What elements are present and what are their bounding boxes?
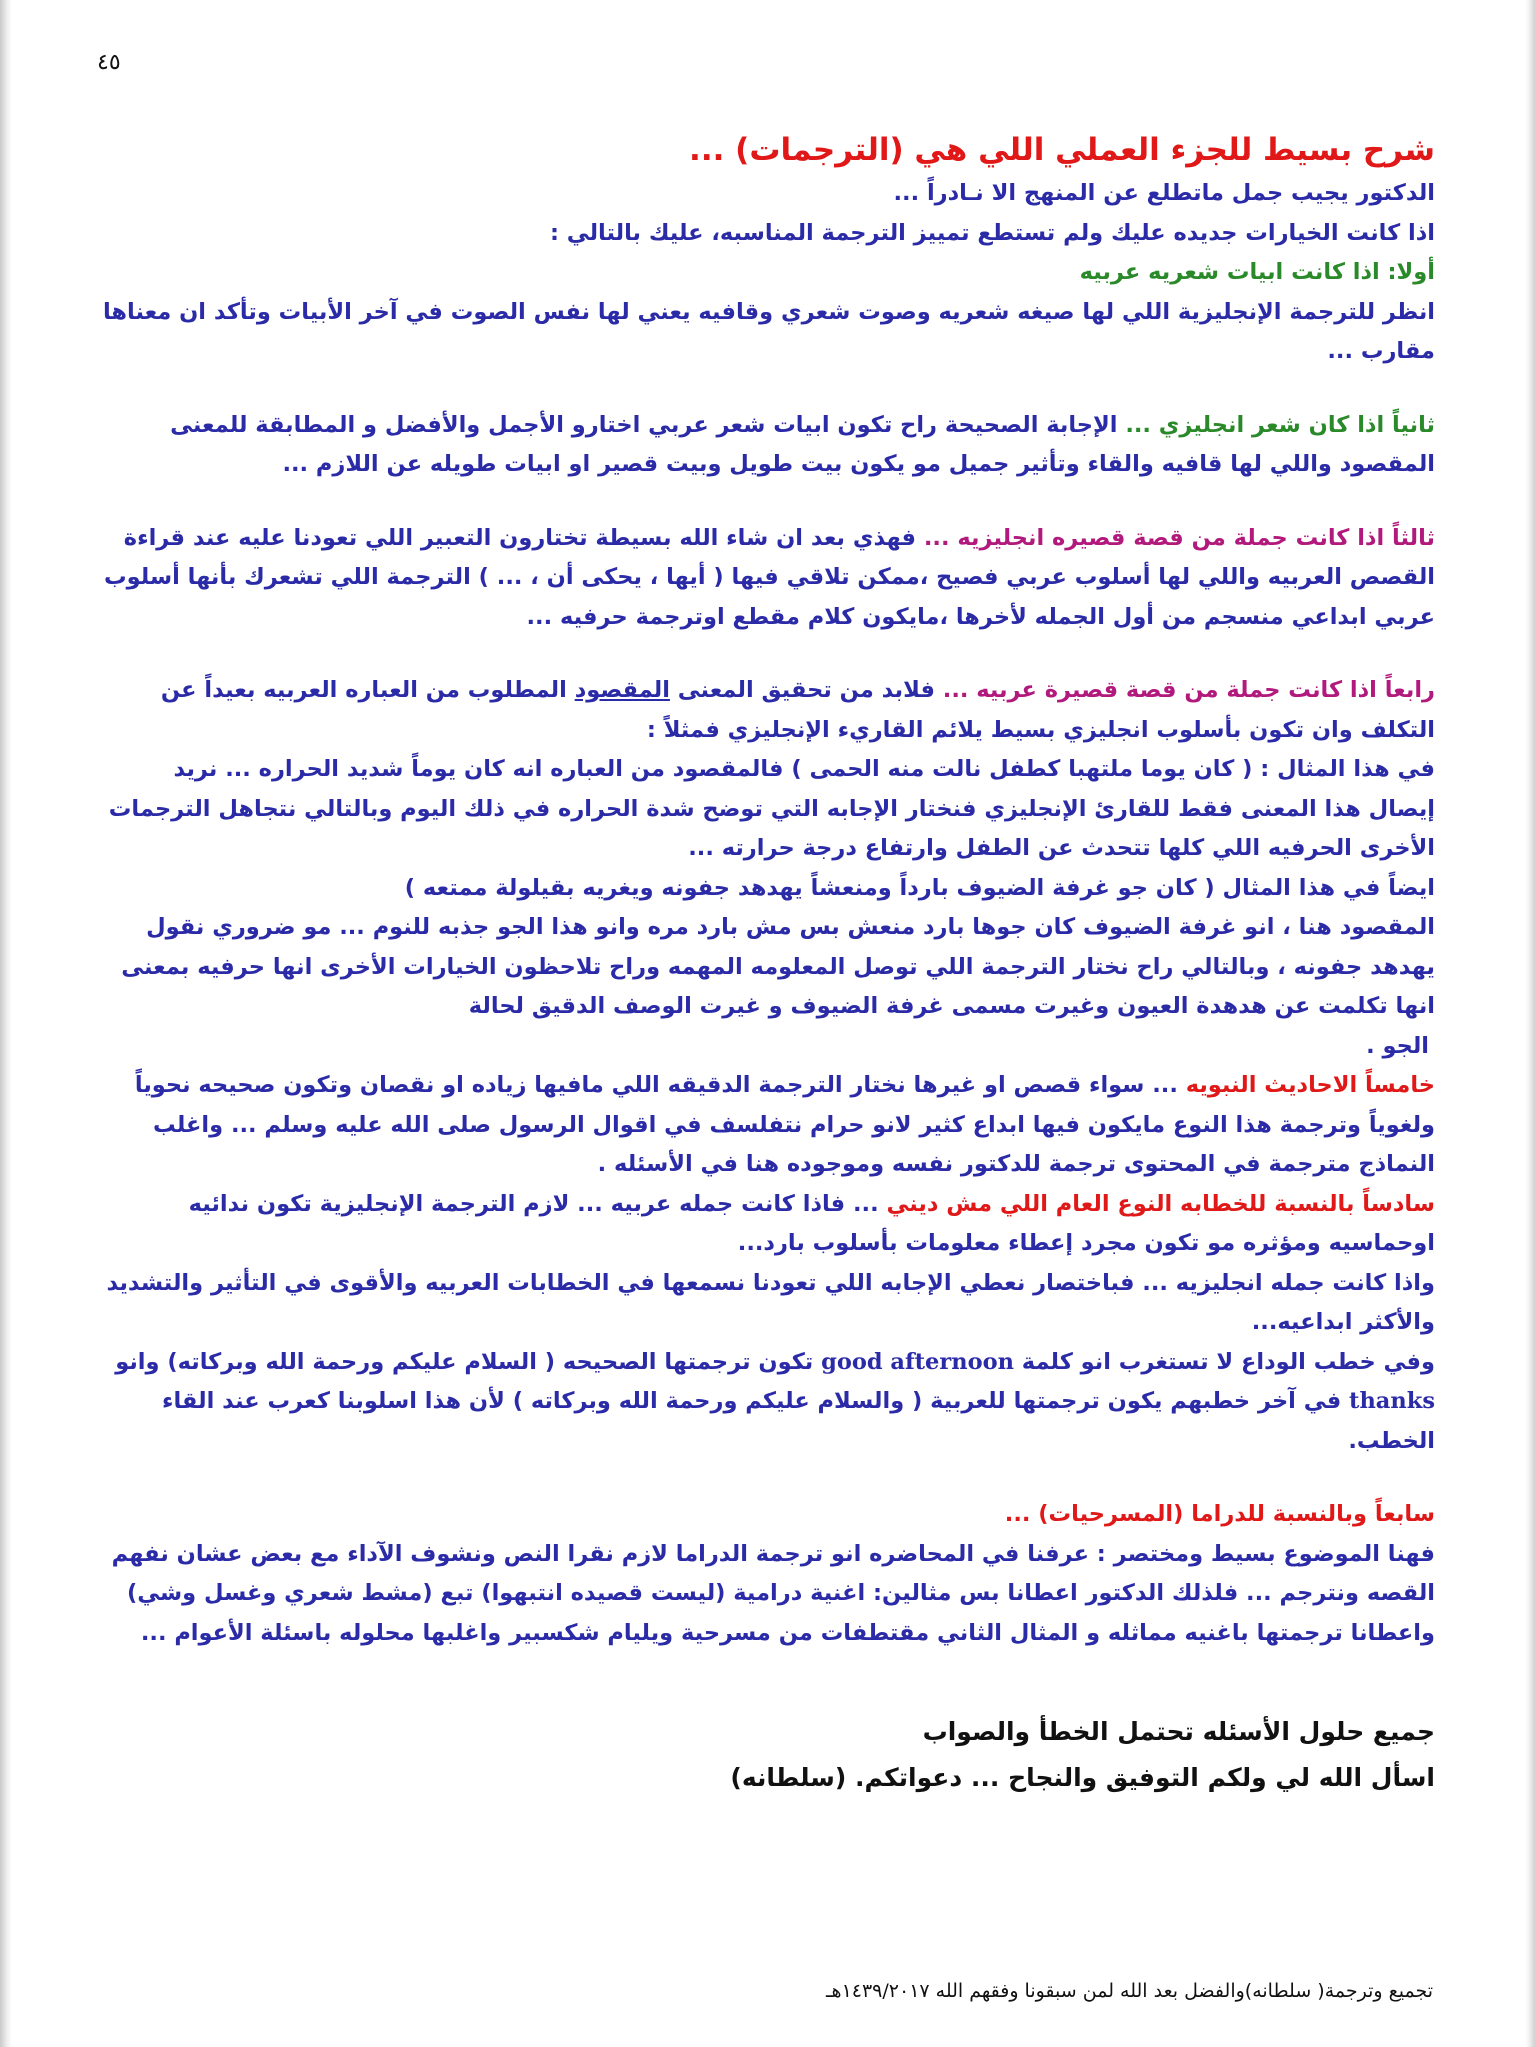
section-7-heading: سابعاً وبالنسبة للدراما (المسرحيات) ... [1004,1501,1435,1527]
section-4-heading: رابعاً اذا كانت جملة من قصة قصيرة عربيه ... [942,677,1435,703]
section-6-body-2: واذا كانت جمله انجليزيه ... فباختصار نعطي الإجابه اللي تعودنا نسمعها في الخطابات العربيه والأقوى في التأثير والتشديد والأكثر ابداعيه... [106,1269,1435,1335]
section-7-body: فهنا الموضوع بسيط ومختصر : عرفنا في المحاضره انو ترجمة الدراما لازم نقرا النص ونشوف الآداء مع بعض عشان نفهم القصه ونترجم ... فلذلك الدكتور اعطانا بس مثالين: اغنية درامية (ليست قصيده انتبهوا) تبع (مشط شعري وغسل وشي) واعطانا ترجمتها باغنيه مماثله و المثال الثاني مقتطفات من مسرحية ويليام شكسبير واغلبها محلوله باسئلة الأعوام ... [111,1540,1435,1646]
section-4-example-2-explanation: المقصود هنا ، انو غرفة الضيوف كان جوها بارد منعش بس مش بارد مره وانو هذا الجو جذبه للنوم ... مو ضروري نقول يهدهد جفونه ، وبالتالي راح نختار الترجمة اللي توصل المعلومه المهمه وراح تلاحظون الخيارات الأخرى انها حرفيه بمعنى انها تكلمت عن هدهدة العيون وغيرت مسمى غرفة الضيوف و غيرت الوصف الدقيق لحالة [121,914,1435,1019]
section-4-example-2-end: الجو . [1366,1032,1429,1059]
section-5-paragraph [100,1066,1435,1185]
section-1-heading: أولا: اذا كانت ابيات شعريه عربيه [1079,259,1435,285]
section-4-example-2: ايضاً في هذا المثال ( كان جو غرفة الضيوف بارداً ومنعشاً يهدهد جفونه ويغريه بقيلولة ممتعه ) [404,874,1435,901]
section-4-underlined-word: المقصود [574,677,670,703]
section-5-heading: خامساً الاحاديث النبويه [1185,1072,1435,1098]
section-6-body-3 [100,1343,1435,1462]
section-6-body-3c: في آخر خطبهم يكون ترجمتها للعربية ( والسلام عليكم ورحمة الله وبركاته ) لأن هذا اسلوبنا كعرب عند القاء الخطب. [161,1388,1435,1454]
section-3-paragraph [100,519,1435,638]
document-body [100,128,1435,1801]
section-4-body-a: فلابد من تحقيق المعنى [669,677,943,703]
section-3-heading: ثالثاً اذا كانت جملة من قصة قصيره انجليزيه ... [923,524,1435,551]
section-6-heading: سادساً بالنسبة للخطابه النوع العام اللي مش ديني [886,1190,1435,1217]
page-edge-shadow-left [0,0,12,2047]
section-2-heading: ثانياً اذا كان شعر انجليزي ... [1125,411,1435,438]
term-thanks: thanks [1349,1388,1435,1414]
section-2-body: الإجابة الصحيحة راح تكون ابيات شعر عربي اختارو الأجمل والأفضل و المطابقة للمعنى المقصود واللي لها قافيه والقاء وتأثير جميل مو يكون بيت طويل وبيت قصير او ابيات طويله عن اللازم ... [170,411,1435,477]
closing-line-2: اسأل الله لي ولكم التوفيق والنجاح ... دعواتكم. (سلطانه) [730,1763,1435,1792]
section-3-body: فهذي بعد ان شاء الله بسيطة تختارون التعبير اللي تعودنا عليه عند قراءة القصص العربيه واللي لها أسلوب عربي فصيح ،ممكن تلاقي فيها ( أيها ، يحكى أن ، ... ) الترجمة اللي تشعرك بأنها أسلوب عربي ابداعي منسجم من أول الجمله لأخرها ،مايكون كلام مقطع اوترجمة حرفيه ... [104,524,1435,630]
page-edge-shadow-right [1525,0,1535,2047]
section-5-body: ... سواء قصص او غيرها نختار الترجمة الدقيقه اللي مافيها زياده او نقصان وتكون صحيحه نحوياً ولغوياً وترجمة هذا النوع مايكون فيها ابداع كثير لانو حرام نتفلسف في اقوال الرسول صلى الله عليه وسلم ... واغلب النماذج مترجمة في المحتوى ترجمة للدكتور نفسه وموجوده هنا في الأسئله . [134,1072,1435,1177]
section-1-body: انظر للترجمة الإنجليزية اللي لها صيغه شعريه وصوت شعري وقافيه يعني لها نفس الصوت في آخر الأبيات وتأكد ان معناها مقارب ... [102,298,1435,364]
document-title: شرح بسيط للجزء العملي اللي هي (الترجمات) ... [689,132,1435,168]
section-6-paragraph [100,1185,1435,1264]
closing-line-1: جميع حلول الأسئله تحتمل الخطأ والصواب [922,1717,1435,1746]
page-number: ٤٥ [97,50,121,75]
section-4-example-1: في هذا المثال : ( كان يوما ملتهبا كطفل نالت منه الحمى ) فالمقصود من العباره انه كان يوماً شديد الحراره ... نريد إيصال هذا المعنى فقط للقارئ الإنجليزي فنختار الإجابه التي توضح شدة الحراره في ذلك اليوم وبالتالي نتجاهل الترجمات الأخرى الحرفيه اللي كلها تتحدث عن الطفل وارتفاع درجة حرارته ... [108,756,1435,861]
section-6-body: ... فاذا كانت جمله عربيه ... لازم الترجمة الإنجليزية تكون ندائيه اوحماسيه ومؤثره مو تكون مجرد إعطاء معلومات بأسلوب بارد... [188,1190,1435,1256]
section-4-paragraph [100,671,1435,750]
section-6-body-3a: وفي خطب الوداع لا تستغرب انو كلمة [1013,1348,1435,1375]
section-4-body-b: المطلوب من العباره العربيه بعيداً عن التكلف وان تكون بأسلوب انجليزي بسيط يلائم القاريء الإنجليزي فمثلاً : [160,677,1435,743]
intro-line-2: اذا كانت الخيارات جديده عليك ولم تستطع تمييز الترجمة المناسبه، عليك بالتالي : [549,219,1435,246]
term-good-afternoon: good afternoon [821,1348,1014,1375]
section-2-paragraph [100,406,1435,485]
page-footer: تجميع وترجمة( سلطانه)والفضل بعد الله لمن سبقونا وفقهم الله ١٤٣٩/٢٠١٧هـ [825,1980,1433,2002]
section-6-body-3b: تكون ترجمتها الصحيحه ( السلام عليكم ورحمة الله وبركاته) وانو [115,1348,822,1375]
intro-line-1: الدكتور يجيب جمل ماتطلع عن المنهج الا نـادراً ... [893,180,1435,206]
